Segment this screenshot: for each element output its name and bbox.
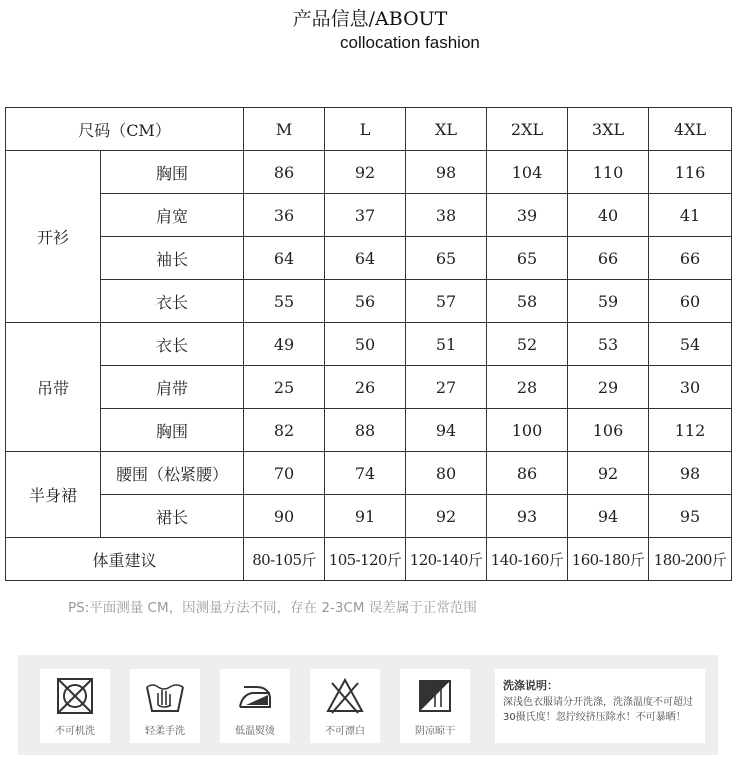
care-item-hand-wash [130, 669, 200, 743]
measurement-value: 100 [487, 409, 568, 452]
measurement-value: 40 [568, 194, 649, 237]
table-row [6, 194, 732, 237]
measurement-value: 86 [487, 452, 568, 495]
measurement-value: 98 [649, 452, 732, 495]
table-row [6, 452, 732, 495]
garment-group-label: 吊带 [6, 323, 101, 452]
measurement-value: 56 [325, 280, 406, 323]
measurement-value: 59 [568, 280, 649, 323]
weight-value: 105-120斤 [325, 538, 406, 581]
measurement-value: 93 [487, 495, 568, 538]
measurement-value: 90 [244, 495, 325, 538]
care-item-low-iron [220, 669, 290, 743]
care-label: 阴凉晾干 [415, 726, 455, 737]
measurement-value: 58 [487, 280, 568, 323]
measurement-label: 腰围（松紧腰） [101, 452, 244, 495]
table-row [6, 280, 732, 323]
measurement-label: 裙长 [101, 495, 244, 538]
measurement-value: 74 [325, 452, 406, 495]
hand-wash-icon [144, 675, 186, 717]
weight-value: 140-160斤 [487, 538, 568, 581]
measurement-value: 110 [568, 151, 649, 194]
measurement-value: 50 [325, 323, 406, 366]
table-row [6, 495, 732, 538]
measurement-value: 92 [325, 151, 406, 194]
measurement-value: 51 [406, 323, 487, 366]
page-title: 产品信息/ABOUT [292, 8, 448, 30]
size-header: XL [406, 108, 487, 151]
garment-group-label: 半身裙 [6, 452, 101, 538]
measurement-label: 肩宽 [101, 194, 244, 237]
measurement-note: PS:平面测量 CM，因测量方法不同，存在 2-3CM 误差属于正常范围 [68, 600, 477, 616]
measurement-value: 98 [406, 151, 487, 194]
table-row [6, 323, 732, 366]
measurement-value: 82 [244, 409, 325, 452]
size-header: L [325, 108, 406, 151]
wash-instructions-title: 洗涤说明： [503, 679, 558, 692]
measurement-value: 91 [325, 495, 406, 538]
table-row [6, 237, 732, 280]
size-header-row [6, 108, 732, 151]
weight-value: 160-180斤 [568, 538, 649, 581]
measurement-value: 80 [406, 452, 487, 495]
measurement-value: 37 [325, 194, 406, 237]
weight-value: 180-200斤 [649, 538, 732, 581]
measurement-label: 衣长 [101, 280, 244, 323]
measurement-label: 胸围 [101, 151, 244, 194]
weight-value: 120-140斤 [406, 538, 487, 581]
size-header: 3XL [568, 108, 649, 151]
weight-label: 体重建议 [6, 538, 244, 581]
measurement-value: 65 [406, 237, 487, 280]
care-item-no-bleach [310, 669, 380, 743]
size-header: M [244, 108, 325, 151]
weight-row [6, 538, 732, 581]
page-subtitle: collocation fashion [340, 33, 480, 52]
measurement-value: 39 [487, 194, 568, 237]
size-corner-label: 尺码（CM） [6, 108, 244, 151]
wash-instructions [495, 669, 705, 743]
care-label: 低温熨烫 [235, 726, 275, 737]
measurement-value: 65 [487, 237, 568, 280]
measurement-value: 49 [244, 323, 325, 366]
size-chart-table [5, 107, 732, 581]
measurement-value: 92 [568, 452, 649, 495]
measurement-label: 肩带 [101, 366, 244, 409]
measurement-value: 95 [649, 495, 732, 538]
care-label: 不可机洗 [55, 726, 95, 737]
care-item-no-machine-wash [40, 669, 110, 743]
measurement-label: 胸围 [101, 409, 244, 452]
measurement-value: 106 [568, 409, 649, 452]
size-header: 4XL [649, 108, 732, 151]
measurement-label: 衣长 [101, 323, 244, 366]
measurement-value: 52 [487, 323, 568, 366]
measurement-value: 29 [568, 366, 649, 409]
care-label: 轻柔手洗 [145, 726, 185, 737]
measurement-label: 袖长 [101, 237, 244, 280]
measurement-value: 25 [244, 366, 325, 409]
measurement-value: 66 [568, 237, 649, 280]
care-label: 不可漂白 [325, 726, 365, 737]
measurement-value: 38 [406, 194, 487, 237]
measurement-value: 94 [568, 495, 649, 538]
low-iron-icon [234, 675, 276, 717]
measurement-value: 28 [487, 366, 568, 409]
table-row [6, 366, 732, 409]
measurement-value: 70 [244, 452, 325, 495]
garment-group-label: 开衫 [6, 151, 101, 323]
measurement-value: 104 [487, 151, 568, 194]
measurement-value: 30 [649, 366, 732, 409]
measurement-value: 116 [649, 151, 732, 194]
shade-dry-icon [414, 675, 456, 717]
no-bleach-icon [324, 675, 366, 717]
measurement-value: 94 [406, 409, 487, 452]
measurement-value: 57 [406, 280, 487, 323]
measurement-value: 64 [244, 237, 325, 280]
table-row [6, 409, 732, 452]
measurement-value: 26 [325, 366, 406, 409]
no-machine-wash-icon [54, 675, 96, 717]
size-header: 2XL [487, 108, 568, 151]
measurement-value: 112 [649, 409, 732, 452]
measurement-value: 54 [649, 323, 732, 366]
measurement-value: 27 [406, 366, 487, 409]
measurement-value: 88 [325, 409, 406, 452]
table-row [6, 151, 732, 194]
measurement-value: 41 [649, 194, 732, 237]
measurement-value: 66 [649, 237, 732, 280]
measurement-value: 55 [244, 280, 325, 323]
measurement-value: 64 [325, 237, 406, 280]
weight-value: 80-105斤 [244, 538, 325, 581]
wash-instructions-text: 深浅色衣服请分开洗涤，洗涤温度不可超过30摄氏度！忽拧绞挤压除水！不可暴晒！ [503, 697, 693, 723]
care-panel [18, 655, 718, 755]
measurement-value: 92 [406, 495, 487, 538]
measurement-value: 60 [649, 280, 732, 323]
measurement-value: 53 [568, 323, 649, 366]
measurement-value: 36 [244, 194, 325, 237]
care-item-shade-dry [400, 669, 470, 743]
measurement-value: 86 [244, 151, 325, 194]
